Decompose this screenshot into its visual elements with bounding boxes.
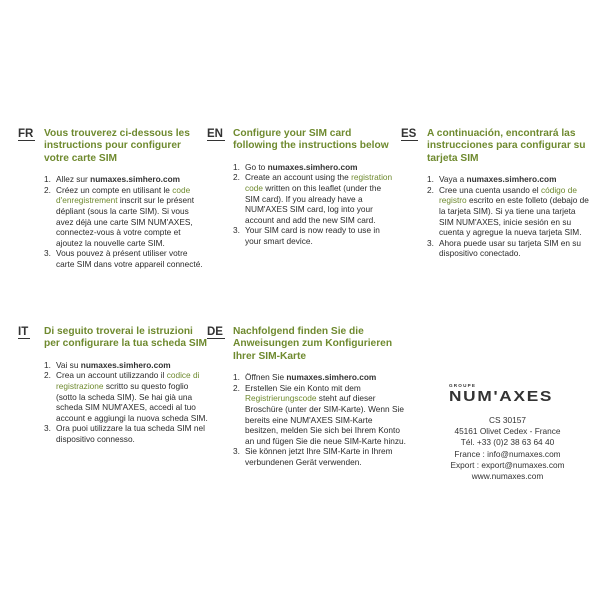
phone-line: Tél. +33 (0)2 38 63 64 40 xyxy=(460,437,555,448)
step-text: Sie können jetzt Ihre SIM-Karte in Ihrem verbundenen Gerät verwenden. xyxy=(245,446,393,467)
step-item xyxy=(233,172,397,225)
step-item xyxy=(233,372,407,383)
step-text: written on this leaflet (under the SIM card). If you already have a NUM'AXES SIM card, log into your account and add the new SIM card. xyxy=(245,183,382,225)
step-text: Allez sur xyxy=(56,174,91,185)
step-text: Vous pouvez à présent utiliser votre carte SIM dans votre appareil connecté. xyxy=(56,248,203,269)
company-logo xyxy=(425,383,590,409)
language-code: ES xyxy=(401,128,417,140)
step-text: escrito en este folleto (debajo de la tarjeta SIM). Si ya tiene una tarjeta SIM NUM'AXES, inicie sesión en su cuenta y agregue la nueva tarjeta SIM. xyxy=(439,195,589,238)
section-en xyxy=(207,128,397,247)
logo-group-label: GROUPE xyxy=(449,383,477,388)
step-number: 1. xyxy=(44,174,51,185)
setup-url[interactable]: numaxes.simhero.com xyxy=(80,359,171,370)
step-item xyxy=(44,248,208,269)
step-text: Créez un compte en utilisant le xyxy=(56,184,173,195)
steps-list xyxy=(18,360,208,445)
step-text: Cree una cuenta usando el xyxy=(439,184,541,195)
section-header xyxy=(207,128,397,153)
section-header xyxy=(401,128,591,165)
step-number: 2. xyxy=(233,382,240,393)
step-text: Create an account using the xyxy=(245,172,352,183)
setup-url[interactable]: numaxes.simhero.com xyxy=(286,372,377,383)
section-title: Di seguito troverai le istruzioni per configurare la tua scheda SIM xyxy=(44,326,208,350)
step-text: Erstellen Sie ein Konto mit dem xyxy=(245,382,361,393)
step-number: 2. xyxy=(44,370,51,381)
step-item xyxy=(427,174,591,185)
highlight-term: registration code xyxy=(245,172,393,193)
step-item xyxy=(427,184,591,238)
logo-wordmark: NUM'AXES xyxy=(449,388,554,405)
language-code: FR xyxy=(18,128,34,140)
section-de xyxy=(207,326,407,468)
setup-url[interactable]: numaxes.simhero.com xyxy=(90,174,181,185)
step-number: 1. xyxy=(233,372,240,383)
step-item xyxy=(233,382,407,447)
highlight-term: código de registro xyxy=(439,184,577,206)
step-text: Vaya a xyxy=(439,174,467,185)
section-title: Vous trouverez ci-dessous les instructions pour configurer votre carte SIM xyxy=(44,128,190,164)
step-number: 3. xyxy=(44,248,51,259)
section-es xyxy=(401,128,591,259)
section-title: A continuación, encontrará las instrucciones para configurar su tarjeta SIM xyxy=(427,128,586,164)
step-text: Crea un account utilizzando il xyxy=(56,370,167,381)
setup-url[interactable]: numaxes.simhero.com xyxy=(267,161,358,172)
step-number: 2. xyxy=(44,184,51,195)
section-header xyxy=(18,128,208,165)
step-number: 1. xyxy=(44,359,51,370)
step-text: Vai su xyxy=(56,359,81,370)
step-number: 3. xyxy=(233,446,240,457)
section-header xyxy=(18,326,208,351)
highlight-term: Registrierungscode xyxy=(245,393,317,404)
section-title: Configure your SIM card following the instructions below xyxy=(233,128,389,152)
steps-list xyxy=(207,372,407,467)
website-link[interactable]: www.numaxes.com xyxy=(471,471,544,482)
email-france[interactable]: France : info@numaxes.com xyxy=(454,448,561,459)
section-header xyxy=(207,326,407,363)
language-code: IT xyxy=(18,326,29,338)
step-text: Ahora puede usar su tarjeta SIM en su dispositivo conectado. xyxy=(439,237,582,259)
step-number: 3. xyxy=(233,225,240,236)
step-item xyxy=(44,423,208,444)
step-text: Your SIM card is now ready to use in your smart device. xyxy=(245,225,380,246)
language-code: EN xyxy=(207,128,223,140)
step-number: 1. xyxy=(427,174,434,185)
step-text: steht auf dieser Broschüre (unter der SIM-Karte). Wenn Sie bereits eine NUM'AXES SIM-Karte besitzen, melden Sie sich bei Ihrem Konto an und fügen Sie die neue SIM-Karte hinzu. xyxy=(245,393,406,446)
email-export[interactable]: Export : export@numaxes.com xyxy=(450,459,565,470)
step-item xyxy=(233,225,397,246)
setup-url[interactable]: numaxes.simhero.com xyxy=(466,174,557,185)
address-line: CS 30157 xyxy=(489,415,526,425)
steps-list xyxy=(401,174,591,259)
step-item xyxy=(427,237,591,259)
step-number: 2. xyxy=(233,172,240,183)
step-item xyxy=(44,370,208,423)
step-number: 1. xyxy=(233,161,240,172)
step-number: 2. xyxy=(427,184,434,195)
company-info xyxy=(425,383,590,482)
step-number: 3. xyxy=(427,237,434,248)
steps-list xyxy=(18,174,208,269)
step-item xyxy=(233,161,397,173)
language-code: DE xyxy=(207,326,223,338)
step-item xyxy=(233,446,407,467)
highlight-term: codice di registrazione xyxy=(56,370,200,391)
step-text: Öffnen Sie xyxy=(245,372,287,383)
step-item xyxy=(44,174,208,185)
section-title: Nachfolgend finden Sie die Anweisungen zum Konfigurieren Ihrer SIM-Karte xyxy=(233,326,393,362)
highlight-term: code d'enregistrement xyxy=(56,184,191,206)
step-text: Go to xyxy=(245,161,268,172)
section-it xyxy=(18,326,208,445)
steps-list xyxy=(207,162,397,247)
step-text: inscrit sur le présent dépliant (sous la carte SIM). Si vous avez déjà une carte SIM NUM'AXES, connectez-vous à votre compte et ajoutez la nouvelle carte SIM. xyxy=(56,195,195,248)
step-number: 3. xyxy=(44,423,51,434)
step-text: scritto su questo foglio (sotto la scheda SIM). Se hai già una scheda SIM NUM'AXES, accedi al tuo account e aggiungi la nuova scheda SIM. xyxy=(56,381,208,423)
step-item xyxy=(44,184,208,249)
step-item xyxy=(44,359,208,371)
step-text: Ora puoi utilizzare la tua scheda SIM nel dispositivo connesso. xyxy=(56,423,205,444)
section-fr xyxy=(18,128,208,270)
address-line: 45161 Olivet Cedex - France xyxy=(454,426,561,437)
